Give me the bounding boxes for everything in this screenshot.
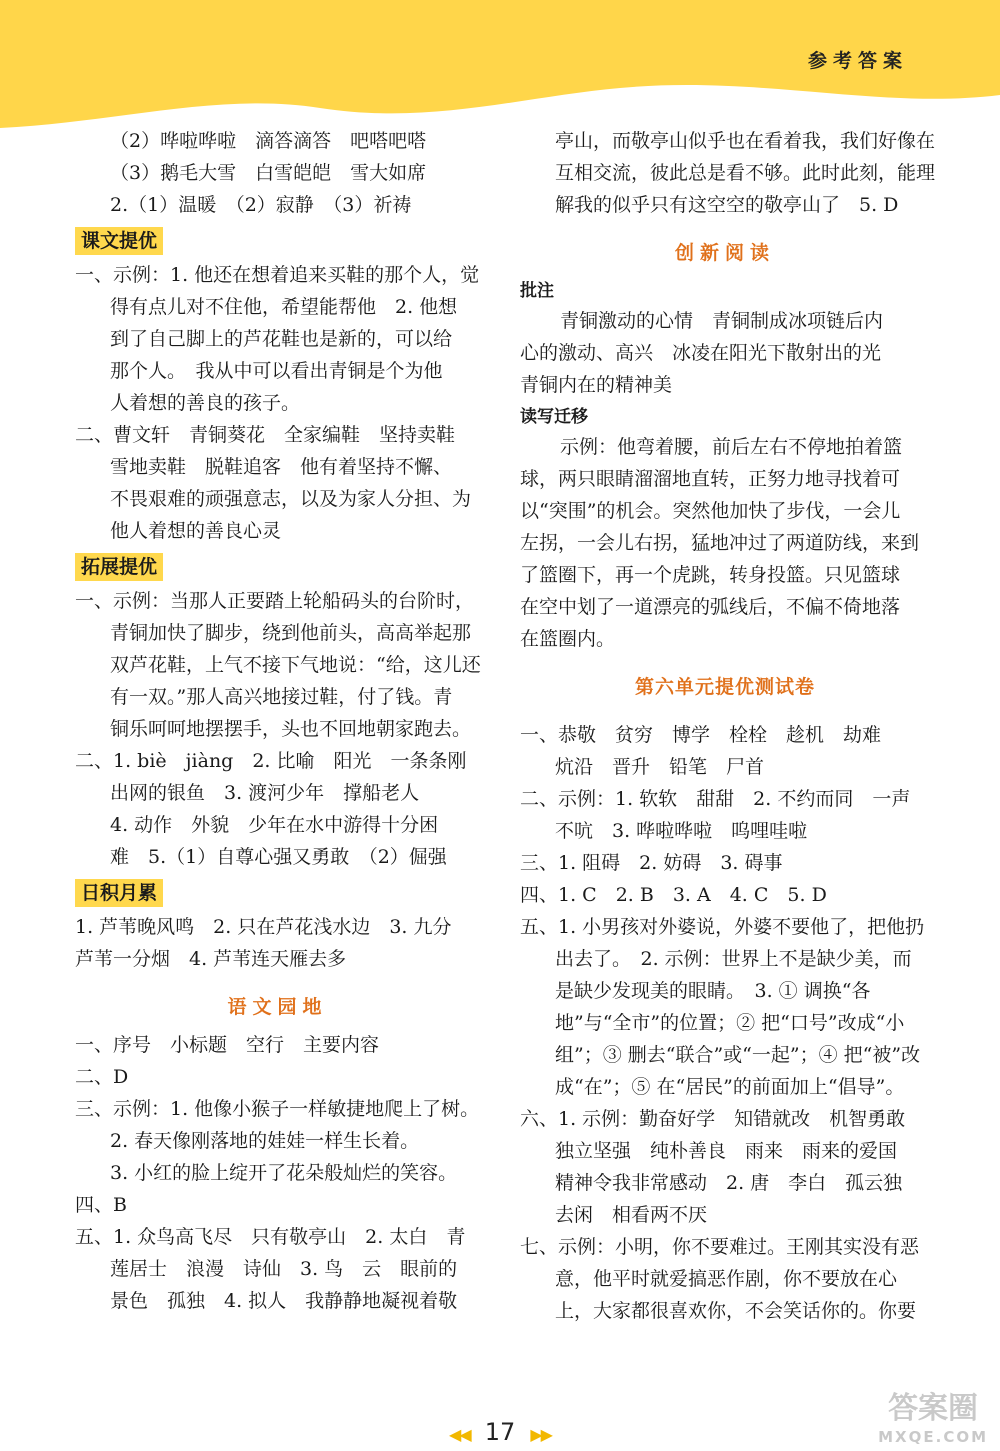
answer-line: 二、曹文轩 青铜葵花 全家编鞋 坚持卖鞋 [75, 424, 456, 446]
answer-line: 景色 孤独 4. 拟人 我静静地凝视着敬 [110, 1290, 458, 1312]
answer-line: 芦苇一分烟 4. 芦苇连天雁去多 [75, 948, 347, 970]
answer-line: 去闲 相看两不厌 [555, 1204, 708, 1226]
watermark-logo [878, 1391, 988, 1451]
right-arrows-icon: ▶▶ [530, 1425, 551, 1444]
left-column [75, 125, 480, 1317]
page-footer [0, 1418, 1000, 1446]
answer-line: 上，大家都很喜欢你，不会笑话你的。你要 [555, 1300, 917, 1322]
answer-line: 左拐，一会儿右拐，猛地冲过了两道防线，来到 [520, 532, 920, 554]
section-title-test: 第六单元提优测试卷 [634, 676, 815, 698]
answer-line: 在空中划了一道漂亮的弧线后，不偏不倚地落 [520, 596, 901, 618]
answer-line: 六、1. 示例：勤奋好学 知错就改 机智勇敢 [520, 1108, 906, 1130]
answer-line: 莲居士 浪漫 诗仙 3. 鸟 云 眼前的 [110, 1258, 458, 1280]
answer-line: 球，两只眼睛溜溜地直转，正努力地寻找着可 [520, 468, 901, 490]
answer-line: 那个人。 我从中可以看出青铜是个为他 [110, 360, 443, 382]
answer-line: 在篮圈内。 [520, 628, 616, 650]
answer-line: 青铜加快了脚步，绕到他前头，高高举起那 [110, 622, 472, 644]
answer-line: （3）鹅毛大雪 白雪皑皑 雪大如席 [110, 162, 427, 184]
answer-line: 以“突围”的机会。突然他加快了步伐，一会儿 [520, 500, 901, 522]
left-arrows-icon: ◀◀ [449, 1425, 470, 1444]
answer-line: 得有点儿对不住他，希望能帮他 2. 他想 [110, 296, 458, 318]
answer-line: 五、1. 众鸟高飞尽 只有敬亭山 2. 太白 青 [75, 1226, 466, 1248]
answer-line: 意，他平时就爱搞恶作剧，你不要放在心 [555, 1268, 898, 1290]
answer-line: 难 5.（1）自尊心强又勇敢 （2）倔强 [110, 846, 447, 868]
answer-line: 组”；③ 删去“联合”或“一起”；④ 把“被”改 [555, 1044, 921, 1066]
answer-line: 双芦花鞋，上气不接下气地说：“给，这儿还 [110, 654, 481, 676]
answer-line: 二、D [75, 1066, 129, 1088]
answer-line: 铜乐呵呵地摆摆手，头也不回地朝家跑去。 [110, 718, 472, 740]
answer-line: 四、B [75, 1194, 127, 1216]
subheading-pizhu: 批注 [520, 281, 554, 301]
answer-line: 一、序号 小标题 空行 主要内容 [75, 1034, 380, 1056]
answer-line: 炕沿 晋升 铅笔 尸首 [555, 756, 765, 778]
answer-line: 解我的似乎只有这空空的敬亭山了 5. D [555, 194, 899, 216]
answer-line: 人着想的善良的孩子。 [110, 392, 301, 414]
answer-line: 示例：他弯着腰，前后左右不停地拍着篮 [560, 436, 903, 458]
answer-line: 有一双。”那人高兴地接过鞋，付了钱。青 [110, 686, 453, 708]
answer-line: 1. 芦苇晚风鸣 2. 只在芦花浅水边 3. 九分 [75, 916, 452, 938]
answer-line: 青铜激动的心情 青铜制成冰项链后内 [560, 310, 884, 332]
section-title-yuwen-yuandi: 语文园地 [227, 996, 328, 1018]
answer-line: 三、1. 阻碍 2. 妨碍 3. 碍事 [520, 852, 783, 874]
answer-line: 二、示例：1. 软软 甜甜 2. 不约而同 一声 [520, 788, 911, 810]
answer-line: 青铜内在的精神美 [520, 374, 673, 396]
answer-line: 他人着想的善良心灵 [110, 520, 282, 542]
answer-line: 互相交流，彼此总是看不够。此时此刻，能理 [555, 162, 936, 184]
section-tag-tuozhan: 拓展提优 [75, 553, 163, 581]
answer-line: （2）哗啦哗啦 滴答滴答 吧嗒吧嗒 [110, 130, 427, 152]
watermark-big: 答案圈 [888, 1391, 979, 1426]
answer-line: 成“在”；⑤ 在“居民”的前面加上“倡导”。 [555, 1076, 905, 1098]
answer-line: 七、示例：小明，你不要难过。王刚其实没有恶 [520, 1236, 920, 1258]
answer-line: 不吭 3. 哗啦哗啦 呜哩哇啦 [555, 820, 808, 842]
answer-line: 4. 动作 外貌 少年在水中游得十分困 [110, 814, 439, 836]
answer-line: 四、1. C 2. B 3. A 4. C 5. D [520, 884, 827, 906]
answer-line: 五、1. 小男孩对外婆说，外婆不要他了，把他扔 [520, 916, 925, 938]
answer-line: 2.（1）温暖 （2）寂静 （3）祈祷 [110, 194, 412, 216]
watermark-small: MXQE.COM [878, 1428, 988, 1446]
answer-line: 地”与“全市”的位置；② 把“口号”改成“小 [555, 1012, 905, 1034]
answer-line: 雪地卖鞋 脱鞋追客 他有着坚持不懈、 [110, 456, 453, 478]
answer-line: 出去了。 2. 示例：世界上不是缺少美，而 [555, 948, 912, 970]
subheading-duxie: 读写迁移 [520, 407, 588, 427]
section-title-chuangxin: 创新阅读 [674, 242, 775, 264]
answer-line: 3. 小红的脸上绽开了花朵般灿烂的笑容。 [110, 1162, 458, 1184]
answer-line: 不畏艰难的顽强意志，以及为家人分担、为 [110, 488, 472, 510]
answer-line: 出网的银鱼 3. 渡河少年 撑船老人 [110, 782, 420, 804]
answer-line: 独立坚强 纯朴善良 雨来 雨来的爱国 [555, 1140, 898, 1162]
header-title: 参考答案 [807, 50, 908, 72]
answer-line: 亭山，而敬亭山似乎也在看着我，我们好像在 [555, 130, 936, 152]
answer-line: 三、示例：1. 他像小猴子一样敏捷地爬上了树。 [75, 1098, 480, 1120]
answer-line: 了篮圈下，再一个虎跳，转身投篮。只见篮球 [520, 564, 901, 586]
answer-line: 精神令我非常感动 2. 唐 李白 孤云独 [555, 1172, 903, 1194]
answer-line: 一、示例：当那人正要踏上轮船码头的台阶时， [75, 590, 475, 612]
answer-line: 一、示例：1. 他还在想着追来买鞋的那个人，觉 [75, 264, 480, 286]
answer-line: 到了自己脚上的芦花鞋也是新的，可以给 [110, 328, 453, 350]
answer-line: 二、1. biè jiàng 2. 比喻 阳光 一条条刚 [75, 750, 467, 772]
answer-line: 2. 春天像刚落地的娃娃一样生长着。 [110, 1130, 420, 1152]
answer-line: 心的激动、高兴 冰凌在阳光下散射出的光 [520, 342, 882, 364]
section-tag-riji: 日积月累 [75, 879, 163, 907]
section-tag-kewen: 课文提优 [75, 227, 163, 255]
answer-line: 一、恭敬 贫穷 博学 栓栓 趁机 劫难 [520, 724, 882, 746]
right-column [520, 125, 936, 1327]
answer-line: 是缺少发现美的眼睛。 3. ① 调换“各 [555, 980, 871, 1002]
page-number: 17 [484, 1418, 516, 1446]
